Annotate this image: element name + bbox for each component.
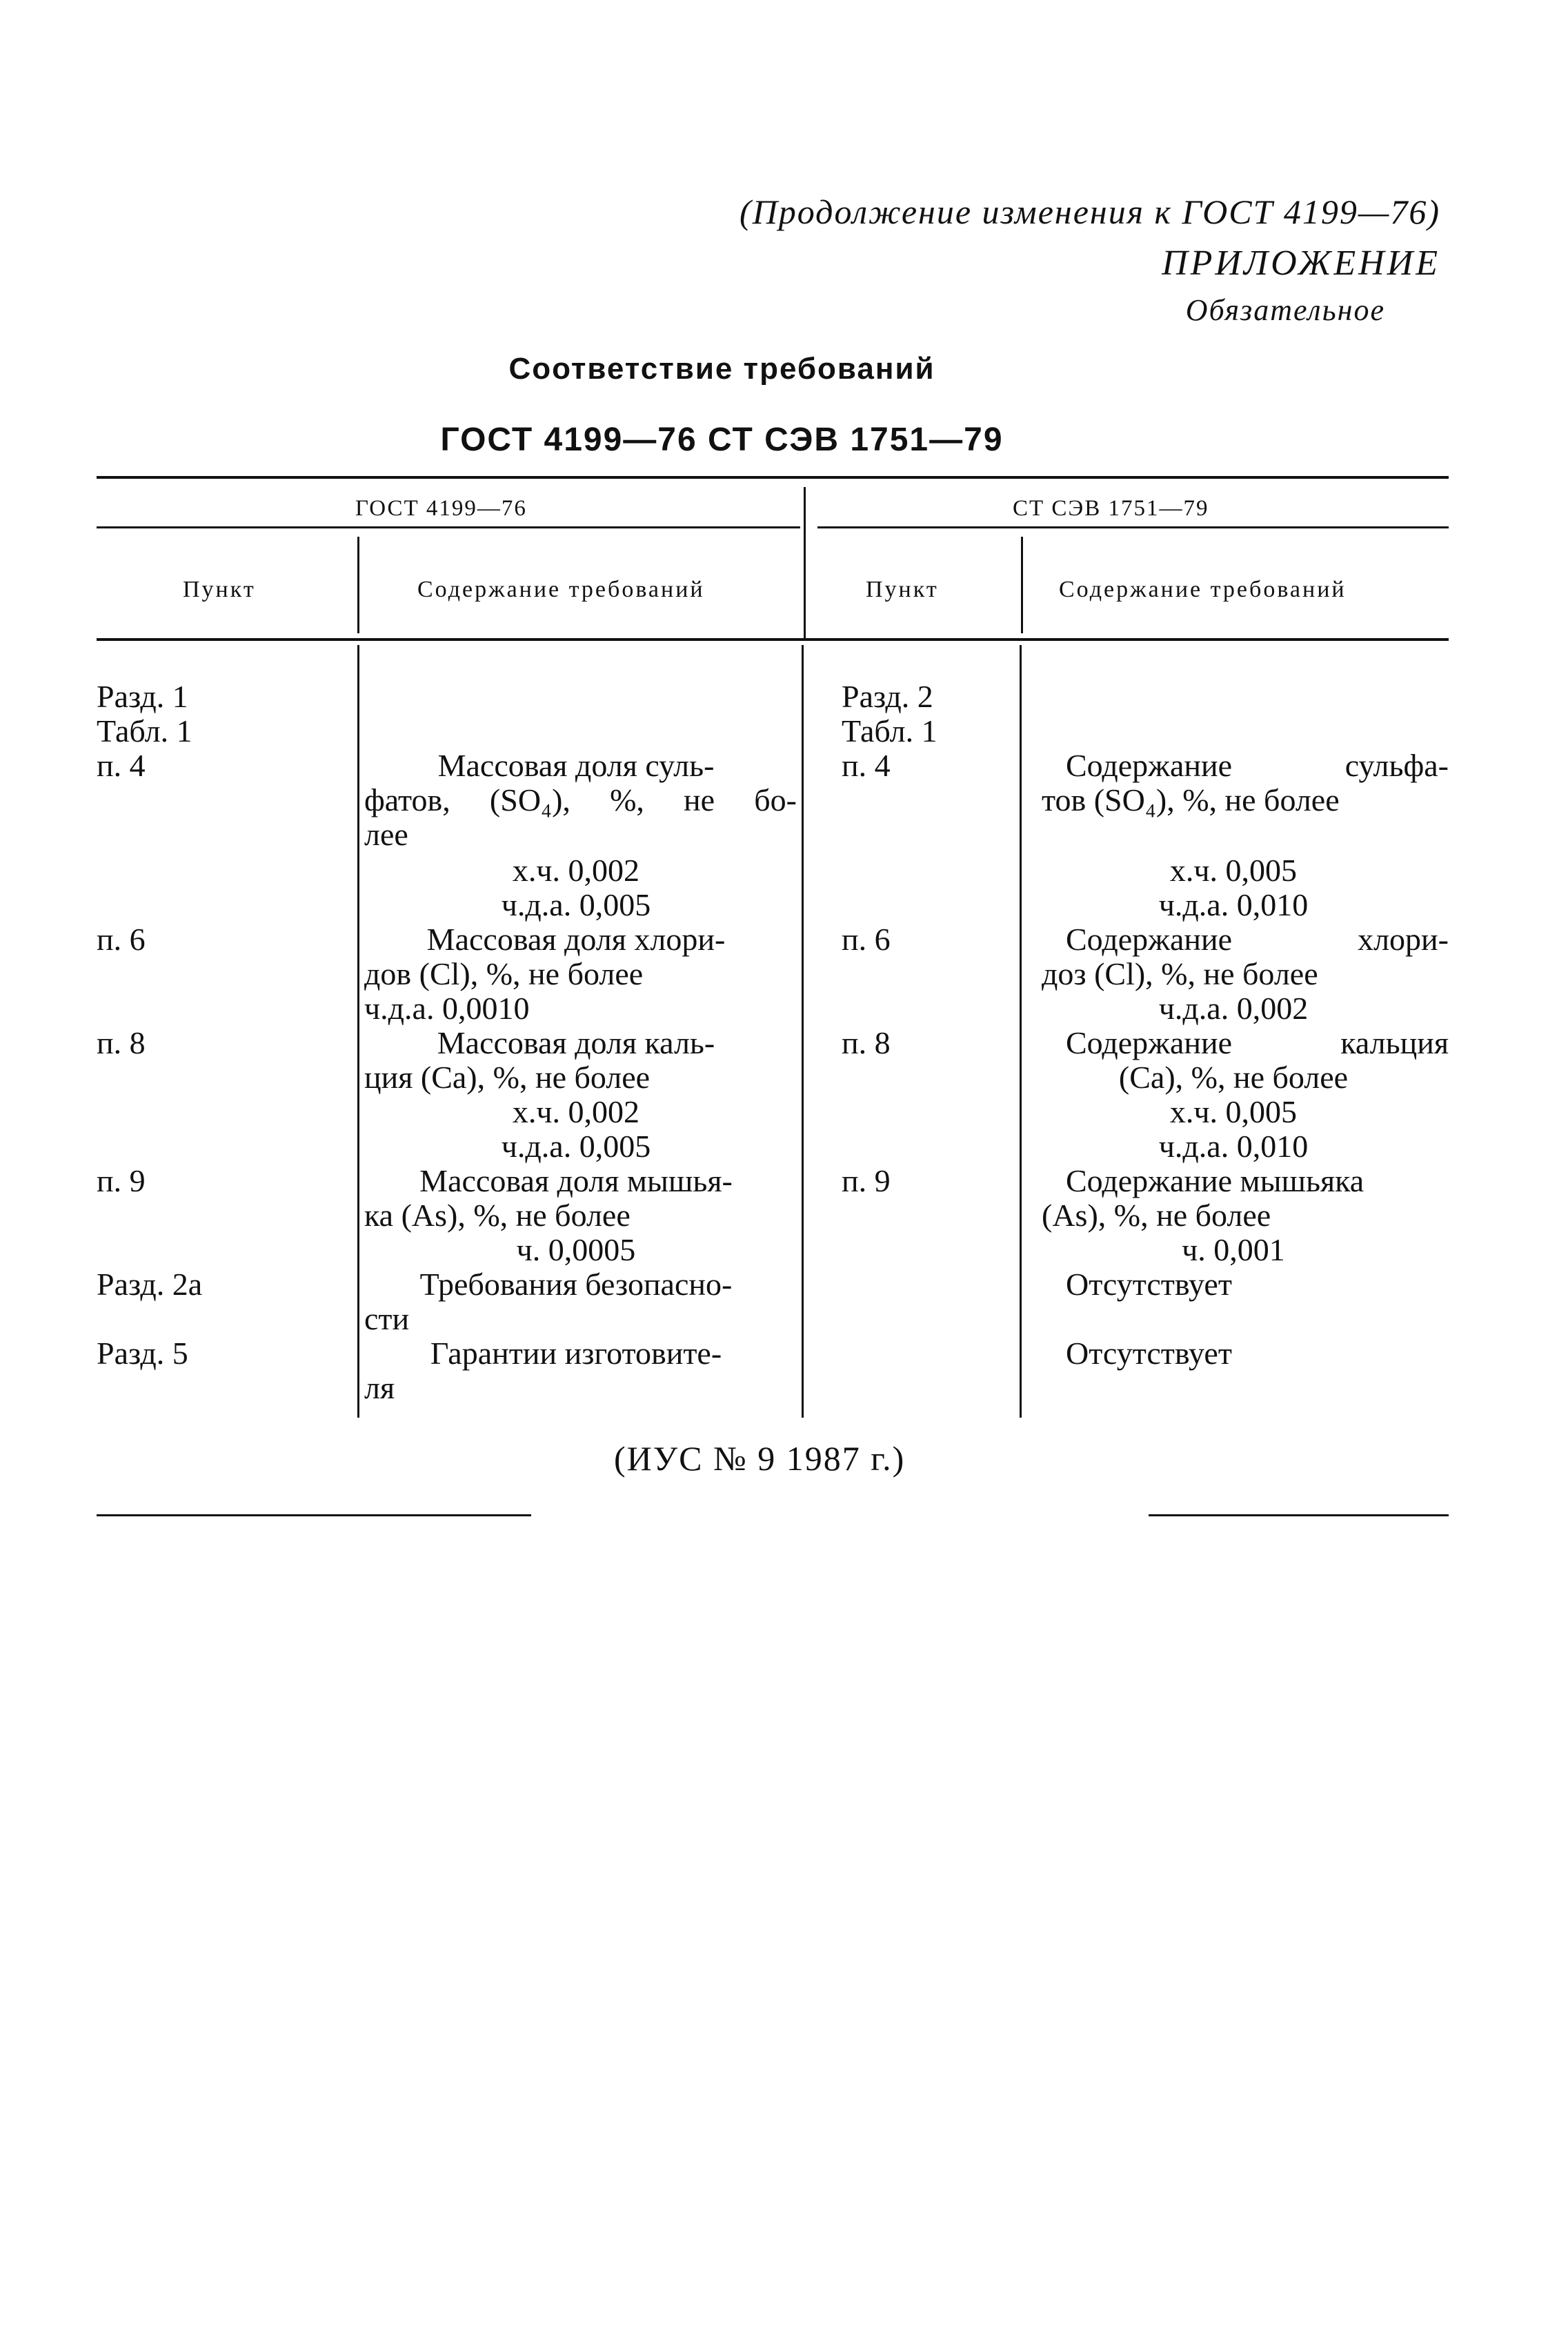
group-header-gost: ГОСТ 4199—76 [355,496,527,521]
c2-line: Требования безопасно- [419,1267,733,1302]
c2-line: Гарантии изготовите- [430,1336,722,1371]
c3-p8: п. 8 [842,1025,891,1060]
c2-line: дов (Cl), %, не более [364,956,644,991]
c2-line: Массовая доля мышья- [419,1163,733,1198]
c2-line: Массовая доля каль- [437,1025,715,1060]
c1-razd-1: Разд. 1 [97,679,188,714]
c4-value: ч.д.а. 0,002 [1158,991,1309,1026]
c2-line: ка (As), %, не более [364,1198,631,1233]
c4-line: Содержание кальция [1066,1025,1449,1060]
c4-line: (Ca), %, не более [1118,1060,1349,1095]
c3-p4: п. 4 [842,748,891,783]
header-bottom-rule [97,638,1449,641]
c2-line: лее [364,817,408,852]
group-left-rule [97,526,800,528]
c1-tabl-1: Табл. 1 [97,713,192,749]
c1-p6: п. 6 [97,922,146,957]
c4-value: ч. 0,001 [1182,1232,1285,1267]
c2-line: Массовая доля хлори- [426,922,726,957]
c4-absent: Отсутствует [1066,1267,1232,1302]
header-col2: Содержание требований [417,577,705,602]
c4-line: Содержание мышьяка [1066,1163,1364,1198]
c2-value: ч.д.а. 0,005 [501,887,651,922]
c2-value: х.ч. 0,002 [512,853,640,888]
c4-line: доз (Cl), %, не более [1042,956,1318,991]
footer-rule-left [97,1514,531,1516]
c4-line: Содержание хлори- [1066,922,1449,957]
c4-absent: Отсутствует [1066,1336,1232,1371]
c2-value: ч.д.а. 0,0010 [364,991,530,1026]
col-separator-1-header [357,537,359,633]
c2-value: ч. 0,0005 [516,1232,636,1267]
c1-razd-2a: Разд. 2а [97,1267,203,1302]
c4-value: ч.д.а. 0,010 [1158,887,1309,922]
c1-p8: п. 8 [97,1025,146,1060]
col-separator-2 [802,645,804,1418]
c1-p9: п. 9 [97,1163,146,1198]
c4-line: Содержание сульфа- [1066,748,1449,783]
c3-razd-2: Разд. 2 [842,679,933,714]
table-top-rule [97,476,1449,479]
col-separator-3-header [1021,537,1023,633]
c2-line: ция (Ca), %, не более [364,1060,651,1095]
continuation-line: (Продолжение изменения к ГОСТ 4199—76) [740,192,1440,231]
footer-rule-right [1149,1514,1449,1516]
header-col4: Содержание требований [1059,577,1347,602]
group-header-st-sev: СТ СЭВ 1751—79 [1013,496,1209,521]
col-separator-3 [1020,645,1022,1418]
group-right-rule [817,526,1449,528]
c2-value: х.ч. 0,002 [512,1094,640,1129]
document-subtitle: ГОСТ 4199—76 СТ СЭВ 1751—79 [440,422,1004,458]
c2-value: ч.д.а. 0,005 [501,1129,651,1164]
c2-line: сти [364,1301,410,1336]
document-title: Соответствие требований [508,352,935,386]
c4-line: (As), %, не более [1042,1198,1271,1233]
c4-value: х.ч. 0,005 [1169,1094,1298,1129]
c2-line: Массовая доля суль- [437,748,715,783]
ius-reference: (ИУС № 9 1987 г.) [614,1439,906,1478]
c4-value: ч.д.а. 0,010 [1158,1129,1309,1164]
header-col3: Пункт [866,577,939,602]
c3-tabl-1: Табл. 1 [842,713,937,749]
c1-razd-5: Разд. 5 [97,1336,188,1371]
mandatory-label: Обязательное [1185,293,1385,327]
c4-value: х.ч. 0,005 [1169,853,1298,888]
c3-p6: п. 6 [842,922,891,957]
c2-line: ля [364,1370,395,1405]
c3-p9: п. 9 [842,1163,891,1198]
c1-p4: п. 4 [97,748,146,783]
c2-line: фатов, (SO₄), %, не бо- [364,782,797,817]
appendix-label: ПРИЛОЖЕНИЕ [1162,244,1440,283]
c4-line: тов (SO₄), %, не более [1042,782,1340,817]
group-separator [804,487,806,639]
header-col1: Пункт [183,577,256,602]
